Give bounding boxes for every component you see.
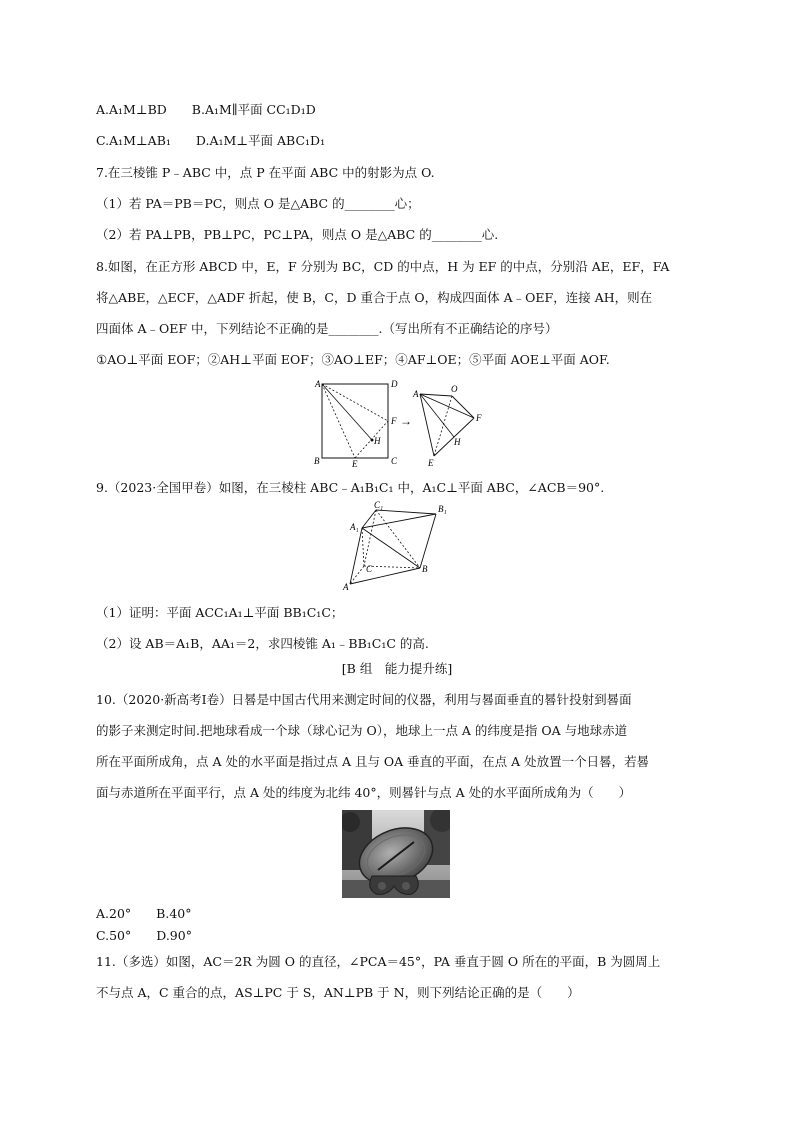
q6-options-cd: C.A₁M⊥AB₁ D.A₁M⊥平面 ABC₁D₁	[96, 133, 326, 148]
q7-part1: （1）若 PA＝PB＝PC，则点 O 是△ABC 的________心；	[96, 196, 420, 211]
q10-options-cd: C.50° D.90°	[96, 928, 192, 943]
fig8-label-d: D	[391, 379, 398, 389]
q7-stem: 7.在三棱锥 P﹣ABC 中，点 P 在平面 ABC 中的射影为点 O.	[96, 165, 435, 180]
fig9-label-c1: C₁	[374, 500, 384, 510]
fig9-label-c: C	[366, 564, 373, 574]
fig9-label-a1: A₁	[350, 522, 359, 532]
q11-stem-line1: 11.（多选）如图，AC＝2R 为圆 O 的直径，∠PCA＝45°，PA 垂直于圆 O 所在的平面，B 为圆周上	[96, 954, 661, 969]
fig8-arrow: →	[400, 414, 412, 428]
fig8-square-folding	[312, 378, 512, 468]
fig9-label-a: A	[343, 582, 349, 592]
q8-stem-line2: 将△ABE，△ECF，△ADF 折起，使 B，C，D 重合于点 O，构成四面体 A﹣OEF，连接 AH，则在	[96, 290, 653, 305]
q9-part1: （1）证明：平面 ACC₁A₁⊥平面 BB₁C₁C；	[96, 605, 344, 620]
fig8-tetra-a: A	[413, 389, 419, 399]
sundial-photo	[342, 810, 450, 898]
fig8-label-f: F	[391, 416, 397, 426]
q8-statements: ①AO⊥平面 EOF；②AH⊥平面 EOF；③AO⊥EF；④AF⊥OE；⑤平面 AOE⊥平面 AOF.	[96, 352, 610, 367]
fig8-tetra-h: H	[454, 437, 461, 447]
q6-options-ab: A.A₁M⊥BD B.A₁M∥平面 CC₁D₁D	[96, 102, 316, 117]
fig8-label-c: C	[391, 456, 398, 466]
fig9-prism	[340, 500, 460, 592]
fig8-tetra-f: F	[476, 413, 482, 423]
fig9-label-b: B	[422, 564, 428, 574]
q7-part2: （2）若 PA⊥PB，PB⊥PC，PC⊥PA，则点 O 是△ABC 的________心.	[96, 227, 499, 242]
fig8-label-e: E	[352, 459, 358, 468]
q9-part2: （2）设 AB＝A₁B，AA₁＝2，求四棱锥 A₁﹣BB₁C₁C 的高.	[96, 636, 429, 651]
q10-stem-line3: 所在平面所成角，点 A 处的水平面是指过点 A 且与 OA 垂直的平面，在点 A 处放置一个日晷，若晷	[96, 754, 650, 769]
fig8-tetra-e: E	[428, 458, 434, 468]
q10-stem-line2: 的影子来测定时间.把地球看成一个球（球心记为 O），地球上一点 A 的纬度是指 OA 与地球赤道	[96, 723, 628, 738]
q8-stem-line1: 8.如图，在正方形 ABCD 中，E，F 分别为 BC，CD 的中点，H 为 EF 的中点，分别沿 AE，EF，FA	[96, 259, 670, 274]
fig8-label-b: B	[314, 456, 320, 466]
fig8-label-h: H	[374, 436, 381, 446]
q11-stem-line2: 不与点 A，C 重合的点，AS⊥PC 于 S，AN⊥PB 于 N，则下列结论正确的是（ ）	[96, 985, 580, 1000]
fig8-tetra-o: O	[451, 384, 458, 394]
section-heading: [B 组 能力提升练]	[341, 661, 453, 676]
q10-stem-line1: 10.（2020·新高考Ⅰ卷）日晷是中国古代用来测定时间的仪器，利用与晷面垂直的晷针投射到晷面	[96, 692, 632, 707]
q10-options-ab: A.20° B.40°	[96, 906, 192, 921]
fig9-label-b1: B₁	[438, 504, 447, 514]
q9-stem: 9.（2023·全国甲卷）如图，在三棱柱 ABC﹣A₁B₁C₁ 中，A₁C⊥平面 ABC，∠ACB＝90°.	[96, 480, 605, 495]
q10-stem-line4: 面与赤道所在平面平行，点 A 处的纬度为北纬 40°，则晷针与点 A 处的水平面所成角为（ ）	[96, 785, 632, 800]
fig8-label-a: A	[315, 379, 321, 389]
q8-stem-line3: 四面体 A﹣OEF 中，下列结论不正确的是________.（写出所有不正确结论的序号）	[96, 321, 558, 336]
